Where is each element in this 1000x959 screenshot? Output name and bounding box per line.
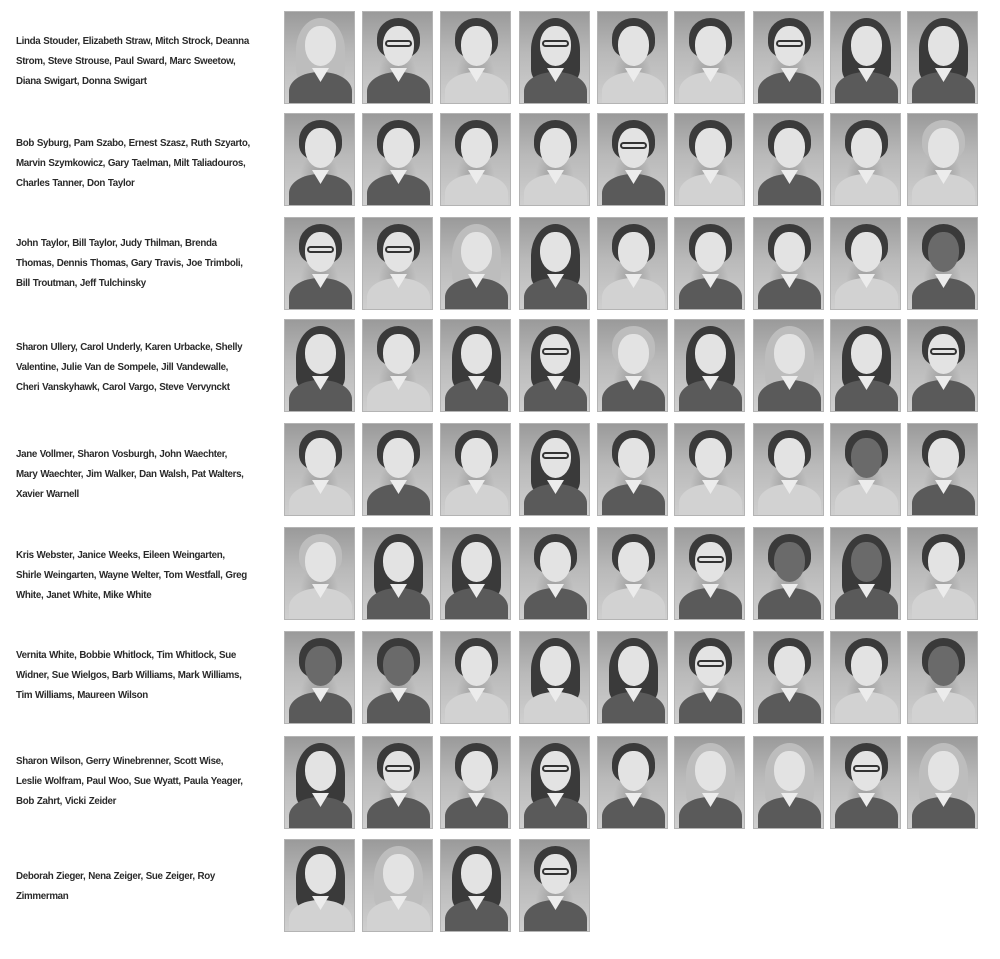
portrait-face xyxy=(774,438,805,478)
student-portrait xyxy=(519,11,590,104)
student-portrait xyxy=(753,319,824,412)
row-caption: Vernita White, Bobbie Whitlock, Tim Whitlock, Sue Widner, Sue Wielgos, Barb Williams, Mark Williams, Tim Williams, Maureen Wilson xyxy=(16,649,242,701)
student-portrait xyxy=(674,527,745,620)
portrait-face xyxy=(618,646,649,686)
student-portrait xyxy=(597,113,668,206)
portrait-face xyxy=(461,26,492,66)
row-caption: Kris Webster, Janice Weeks, Eileen Weingarten, Shirle Weingarten, Wayne Welter, Tom Westfall, Greg White, Janet White, Mike White xyxy=(16,549,247,601)
portrait-face xyxy=(383,334,414,374)
portrait-face xyxy=(695,542,726,582)
portrait-face xyxy=(618,26,649,66)
student-portrait xyxy=(674,217,745,310)
student-portrait xyxy=(674,319,745,412)
row-caption: Linda Stouder, Elizabeth Straw, Mitch Strock, Deanna Strom, Steve Strouse, Paul Sward, Marc Sweetow, Diana Swigart, Donna Swigart xyxy=(16,35,249,87)
portrait-face xyxy=(383,438,414,478)
student-portrait xyxy=(597,423,668,516)
student-portrait xyxy=(362,217,433,310)
portrait-face xyxy=(540,334,571,374)
student-portrait xyxy=(907,319,978,412)
portrait-face xyxy=(851,438,882,478)
student-portrait xyxy=(440,319,511,412)
portrait-face xyxy=(305,542,336,582)
portrait-face xyxy=(461,542,492,582)
portrait-face xyxy=(305,646,336,686)
student-portrait xyxy=(519,527,590,620)
portrait-face xyxy=(383,751,414,791)
student-portrait xyxy=(284,527,355,620)
portrait-face xyxy=(383,26,414,66)
student-portrait xyxy=(830,113,901,206)
portrait-face xyxy=(618,751,649,791)
portrait-face xyxy=(305,128,336,168)
student-portrait xyxy=(284,736,355,829)
student-portrait xyxy=(362,527,433,620)
portrait-face xyxy=(305,438,336,478)
portrait-face xyxy=(540,26,571,66)
student-portrait xyxy=(597,527,668,620)
portrait-face xyxy=(540,542,571,582)
portrait-face xyxy=(383,232,414,272)
portrait-face xyxy=(928,26,959,66)
portrait-face xyxy=(851,751,882,791)
student-portrait xyxy=(519,113,590,206)
portrait-face xyxy=(540,438,571,478)
portrait-face xyxy=(774,128,805,168)
student-portrait xyxy=(830,11,901,104)
portrait-face xyxy=(540,751,571,791)
portrait-face xyxy=(461,646,492,686)
student-portrait xyxy=(830,631,901,724)
portrait-face xyxy=(851,646,882,686)
portrait-face xyxy=(774,751,805,791)
student-portrait xyxy=(753,527,824,620)
row-caption: Deborah Zieger, Nena Zeiger, Sue Zeiger, Roy Zimmerman xyxy=(16,870,216,902)
student-portrait xyxy=(674,736,745,829)
student-portrait xyxy=(440,113,511,206)
row-caption: John Taylor, Bill Taylor, Judy Thilman, Brenda Thomas, Dennis Thomas, Gary Travis, Joe Trimboli, Bill Troutman, Jeff Tulchinsky xyxy=(16,237,243,289)
portrait-face xyxy=(851,232,882,272)
portrait-face xyxy=(305,751,336,791)
student-portrait xyxy=(284,11,355,104)
portrait-face xyxy=(928,232,959,272)
student-portrait xyxy=(362,839,433,932)
portrait-face xyxy=(851,542,882,582)
student-portrait xyxy=(284,631,355,724)
student-portrait xyxy=(519,839,590,932)
portrait-face xyxy=(774,232,805,272)
student-portrait xyxy=(440,527,511,620)
portrait-face xyxy=(851,26,882,66)
student-portrait xyxy=(907,217,978,310)
student-portrait xyxy=(674,423,745,516)
portrait-face xyxy=(851,128,882,168)
student-portrait xyxy=(830,319,901,412)
portrait-face xyxy=(618,334,649,374)
portrait-face xyxy=(305,334,336,374)
portrait-face xyxy=(618,438,649,478)
portrait-face xyxy=(695,26,726,66)
portrait-face xyxy=(774,334,805,374)
student-portrait xyxy=(597,217,668,310)
portrait-face xyxy=(928,334,959,374)
student-portrait xyxy=(907,736,978,829)
student-portrait xyxy=(674,631,745,724)
student-portrait xyxy=(753,423,824,516)
row-caption: Jane Vollmer, Sharon Vosburgh, John Waechter, Mary Waechter, Jim Walker, Dan Walsh, Pat Walters, Xavier Warnell xyxy=(16,448,244,500)
portrait-face xyxy=(540,128,571,168)
row-caption: Bob Syburg, Pam Szabo, Ernest Szasz, Ruth Szyarto, Marvin Szymkowicz, Gary Taelman, Milt Taliadouros, Charles Tanner, Don Taylor xyxy=(16,137,250,189)
student-portrait xyxy=(362,113,433,206)
student-portrait xyxy=(519,631,590,724)
portrait-face xyxy=(618,128,649,168)
student-portrait xyxy=(362,319,433,412)
row-caption: Sharon Ullery, Carol Underly, Karen Urbacke, Shelly Valentine, Julie Van de Sompele, Jill Vandewalle, Cheri Vanskyhawk, Carol Vargo, Steve Vervynckt xyxy=(16,341,243,393)
portrait-face xyxy=(774,26,805,66)
student-portrait xyxy=(753,217,824,310)
student-portrait xyxy=(440,736,511,829)
portrait-face xyxy=(305,232,336,272)
student-portrait xyxy=(907,11,978,104)
portrait-face xyxy=(461,751,492,791)
portrait-face xyxy=(383,542,414,582)
row-caption: Sharon Wilson, Gerry Winebrenner, Scott Wise, Leslie Wolfram, Paul Woo, Sue Wyatt, Paula Yeager, Bob Zahrt, Vicki Zeider xyxy=(16,755,243,807)
student-portrait xyxy=(362,631,433,724)
student-portrait xyxy=(519,736,590,829)
student-portrait xyxy=(284,839,355,932)
student-portrait xyxy=(284,423,355,516)
student-portrait xyxy=(597,319,668,412)
student-portrait xyxy=(907,527,978,620)
portrait-face xyxy=(461,334,492,374)
student-portrait xyxy=(440,217,511,310)
portrait-face xyxy=(928,128,959,168)
student-portrait xyxy=(753,11,824,104)
student-portrait xyxy=(830,736,901,829)
student-portrait xyxy=(753,631,824,724)
student-portrait xyxy=(830,423,901,516)
student-portrait xyxy=(440,11,511,104)
portrait-face xyxy=(774,646,805,686)
portrait-face xyxy=(461,128,492,168)
student-portrait xyxy=(362,423,433,516)
portrait-face xyxy=(774,542,805,582)
portrait-face xyxy=(383,646,414,686)
student-portrait xyxy=(597,631,668,724)
portrait-face xyxy=(540,854,571,894)
portrait-face xyxy=(461,854,492,894)
portrait-face xyxy=(851,334,882,374)
student-portrait xyxy=(284,217,355,310)
portrait-face xyxy=(461,232,492,272)
portrait-face xyxy=(305,854,336,894)
student-portrait xyxy=(284,319,355,412)
student-portrait xyxy=(519,217,590,310)
student-portrait xyxy=(440,631,511,724)
portrait-face xyxy=(928,438,959,478)
student-portrait xyxy=(440,839,511,932)
portrait-face xyxy=(695,232,726,272)
student-portrait xyxy=(519,319,590,412)
portrait-face xyxy=(695,128,726,168)
portrait-face xyxy=(383,854,414,894)
student-portrait xyxy=(440,423,511,516)
portrait-face xyxy=(618,232,649,272)
student-portrait xyxy=(519,423,590,516)
portrait-face xyxy=(383,128,414,168)
portrait-face xyxy=(618,542,649,582)
student-portrait xyxy=(674,11,745,104)
student-portrait xyxy=(362,736,433,829)
student-portrait xyxy=(907,631,978,724)
portrait-face xyxy=(305,26,336,66)
student-portrait xyxy=(362,11,433,104)
student-portrait xyxy=(284,113,355,206)
portrait-face xyxy=(928,646,959,686)
portrait-face xyxy=(540,232,571,272)
student-portrait xyxy=(674,113,745,206)
student-portrait xyxy=(753,736,824,829)
portrait-face xyxy=(540,646,571,686)
portrait-face xyxy=(928,751,959,791)
student-portrait xyxy=(597,11,668,104)
student-portrait xyxy=(753,113,824,206)
portrait-face xyxy=(695,646,726,686)
student-portrait xyxy=(907,423,978,516)
portrait-face xyxy=(461,438,492,478)
portrait-face xyxy=(695,438,726,478)
portrait-face xyxy=(928,542,959,582)
portrait-face xyxy=(695,751,726,791)
student-portrait xyxy=(907,113,978,206)
student-portrait xyxy=(597,736,668,829)
student-portrait xyxy=(830,527,901,620)
student-portrait xyxy=(830,217,901,310)
portrait-face xyxy=(695,334,726,374)
